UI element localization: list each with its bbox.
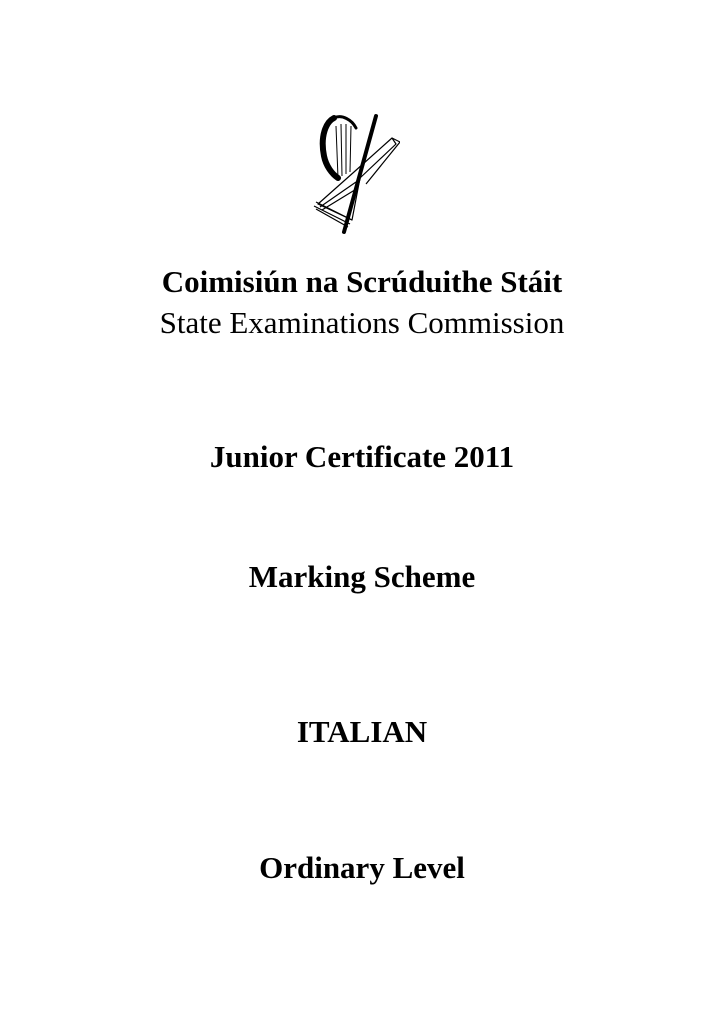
subject-title: ITALIAN — [296, 714, 428, 749]
document-type: Marking Scheme — [248, 559, 476, 594]
organisation-name-english: State Examinations Commission — [159, 305, 565, 340]
exam-title: Junior Certificate 2011 — [209, 439, 515, 474]
harp-book-icon — [304, 112, 400, 236]
level-title: Ordinary Level — [259, 850, 465, 885]
organisation-name-irish: Coimisiún na Scrúduithe Stáit — [161, 264, 563, 299]
